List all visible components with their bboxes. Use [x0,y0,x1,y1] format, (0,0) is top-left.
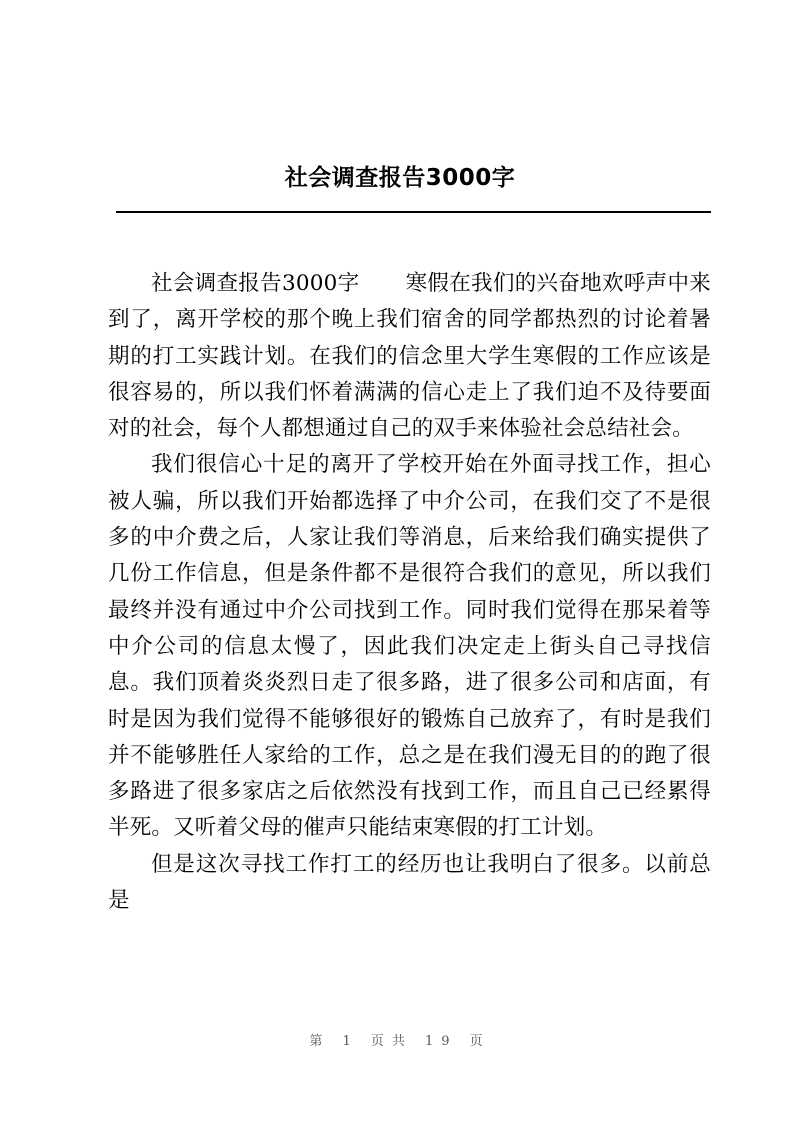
paragraph-1 [108,266,711,447]
title-underline [116,211,711,213]
document-body [108,266,711,919]
paragraph-1-text: 寒假在我们的兴奋地欢呼声中来到了，离开学校的那个晚上我们宿舍的同学都热烈的讨论着暑期的打工实践计划。在我们的信念里大学生寒假的工作应该是很容易的，所以我们怀着满满的信心走上了我们迫不及待要面对的社会，每个人都想通过自己的双手来体验社会总结社会。 [108,271,711,442]
document-title: 社会调查报告3000字 [284,165,516,191]
paragraph-2: 我们很信心十足的离开了学校开始在外面寻找工作，担心被人骗，所以我们开始都选择了中介公司，在我们交了不是很多的中介费之后，人家让我们等消息，后来给我们确实提供了几份工作信息，但是条件都不是很符合我们的意见，所以我们最终并没有通过中介公司找到工作。同时我们觉得在那呆着等中介公司的信息太慢了，因此我们决定走上街头自己寻找信息。我们顶着炎炎烈日走了很多路，进了很多公司和店面，有时是因为我们觉得不能够很好的锻炼自己放弃了，有时是我们并不能够胜任人家给的工作，总之是在我们漫无目的的跑了很多路进了很多家店之后依然没有找到工作，而且自己已经累得半死。又听着父母的催声只能结束寒假的打工计划。 [108,452,711,841]
page-number-footer: 第 1 页共 19 页 [309,1034,491,1049]
paragraph-1-lead: 社会调查报告3000字 [151,271,360,296]
paragraph-3: 但是这次寻找工作打工的经历也让我明白了很多。以前总是 [108,851,711,914]
